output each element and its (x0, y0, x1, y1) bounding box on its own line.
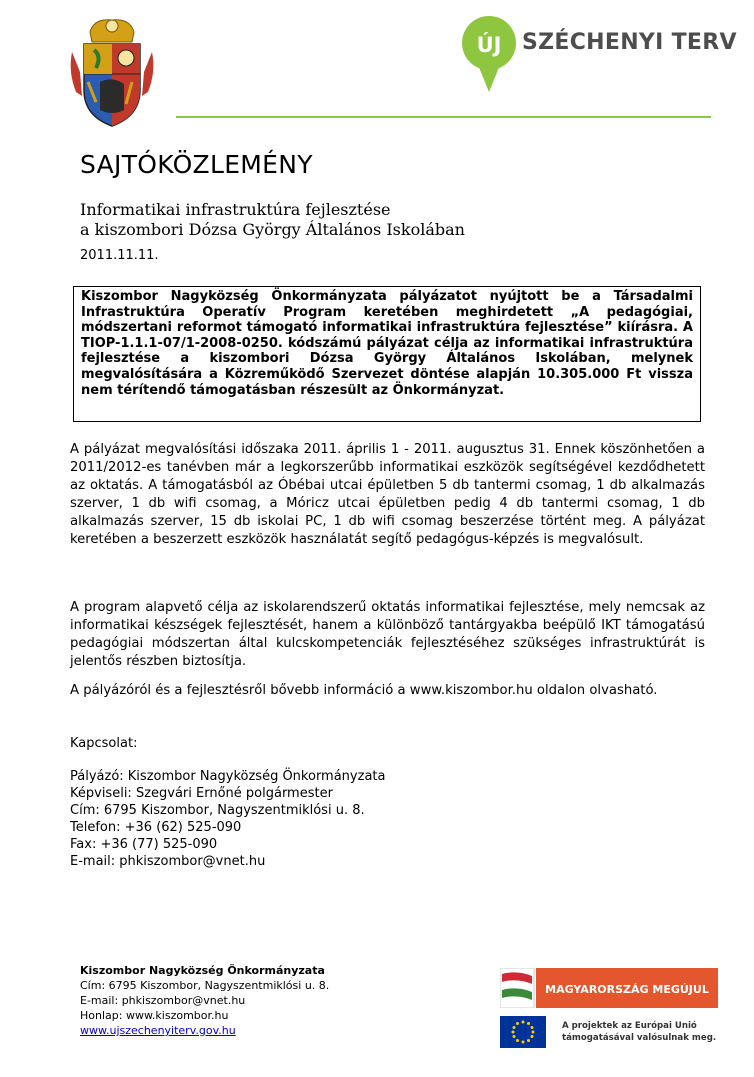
contact-address: Cím: 6795 Kiszombor, Nagyszentmiklósi u. 8. (70, 803, 365, 818)
paragraph-1: A pályázat megvalósítási időszaka 2011. április 1 - 2011. augusztus 31. Ennek köszönhetően a 2011/2012-es tanévben már a legkorszerűbb informatikai eszközök segítségével kezdődhetett az oktatás. A támogatásból az Óbébai utcai épületben 5 db tantermi csomag, 1 db alkalmazás szerver, 1 db wifi csomag, a Móricz utcai épületben pedig 4 db tantermi csomag, 1 db alkalmazás szerver, 15 db iskolai PC, 1 db wifi csomag beszerzése történt meg. A pályázat keretében a beszerzett eszközök használatát segítő pedagógus-képzés is megvalósult. (70, 442, 705, 547)
paragraph-3: A pályázóról és a fejlesztésről bővebb információ a www.kiszombor.hu oldalon olvasható. (70, 683, 658, 698)
footer-info (80, 963, 329, 1038)
contact-heading: Kapcsolat: (70, 736, 138, 751)
contact-applicant: Pályázó: Kiszombor Nagyközség Önkormányzata (70, 769, 386, 784)
contact-phone: Telefon: +36 (62) 525-090 (70, 820, 242, 835)
footer-link[interactable]: www.ujszechenyiterv.gov.hu (80, 1024, 236, 1037)
banner-text: MAGYARORSZÁG MEGÚJUL (545, 983, 709, 996)
logo-name: SZÉCHENYI TERV (522, 30, 737, 55)
logo-badge-text: ÚJ (476, 33, 502, 57)
abstract-box: Kiszombor Nagyközség Önkormányzata pályázatot nyújtott be a Társadalmi Infrastruktúra Operatív Program keretében meghirdetett „A pedagógiai, módszertani reformot támogató informatikai infrastruktúra fejlesztése” kiírásra. A TIOP-1.1.1-07/1-2008-0250. kódszámú pályázat célja az informatikai infrastruktúra fejlesztése a kiszombori Dózsa György Általános Iskolában, melynek megvalósítására a Közreműködő Szervezet döntése alapján 10.305.000 Ft vissza nem térítendő támogatásban részesült az Önkormányzat. (73, 286, 701, 422)
contact-fax: Fax: +36 (77) 525-090 (70, 837, 218, 852)
footer-web: Honlap: www.kiszombor.hu (80, 1009, 229, 1022)
eu-text-line-1: A projektek az Európai Unió (562, 1021, 697, 1031)
page-title: SAJTÓKÖZLEMÉNY (80, 150, 313, 179)
eu-text-line-2: támogatásával valósulnak meg. (562, 1033, 717, 1043)
subtitle-line-2: a kiszombori Dózsa György Általános Iskolában (80, 220, 465, 239)
eu-flag-icon (500, 1016, 546, 1048)
footer-org: Kiszombor Nagyközség Önkormányzata (80, 964, 325, 977)
subtitle-line-1: Informatikai infrastruktúra fejlesztése (80, 200, 391, 219)
document-date: 2011.11.11. (80, 248, 159, 263)
footer-email: E-mail: phkiszombor@vnet.hu (80, 994, 246, 1007)
header-divider (176, 116, 711, 118)
contact-email: E-mail: phkiszombor@vnet.hu (70, 854, 266, 869)
paragraph-2: A program alapvető célja az iskolarendszerű oktatás informatikai fejlesztése, mely nemcsak az informatikai készségek fejlesztését, hanem a különböző tantárgyakba beépülő IKT támogatású pedagógiai módszertan által kulcskompetenciák fejlesztéséhez szükséges infrastruktúrát is jelentős részben biztosítja. (70, 600, 705, 669)
footer-address: Cím: 6795 Kiszombor, Nagyszentmiklósi u. 8. (80, 979, 330, 992)
coat-of-arms-icon (66, 12, 158, 130)
szechenyi-terv-logo-icon (458, 14, 520, 94)
contact-representative: Képviseli: Szegvári Ernőné polgármester (70, 786, 333, 801)
magyarorszag-megujul-banner (500, 968, 718, 1008)
eu-support-text (562, 1020, 716, 1044)
